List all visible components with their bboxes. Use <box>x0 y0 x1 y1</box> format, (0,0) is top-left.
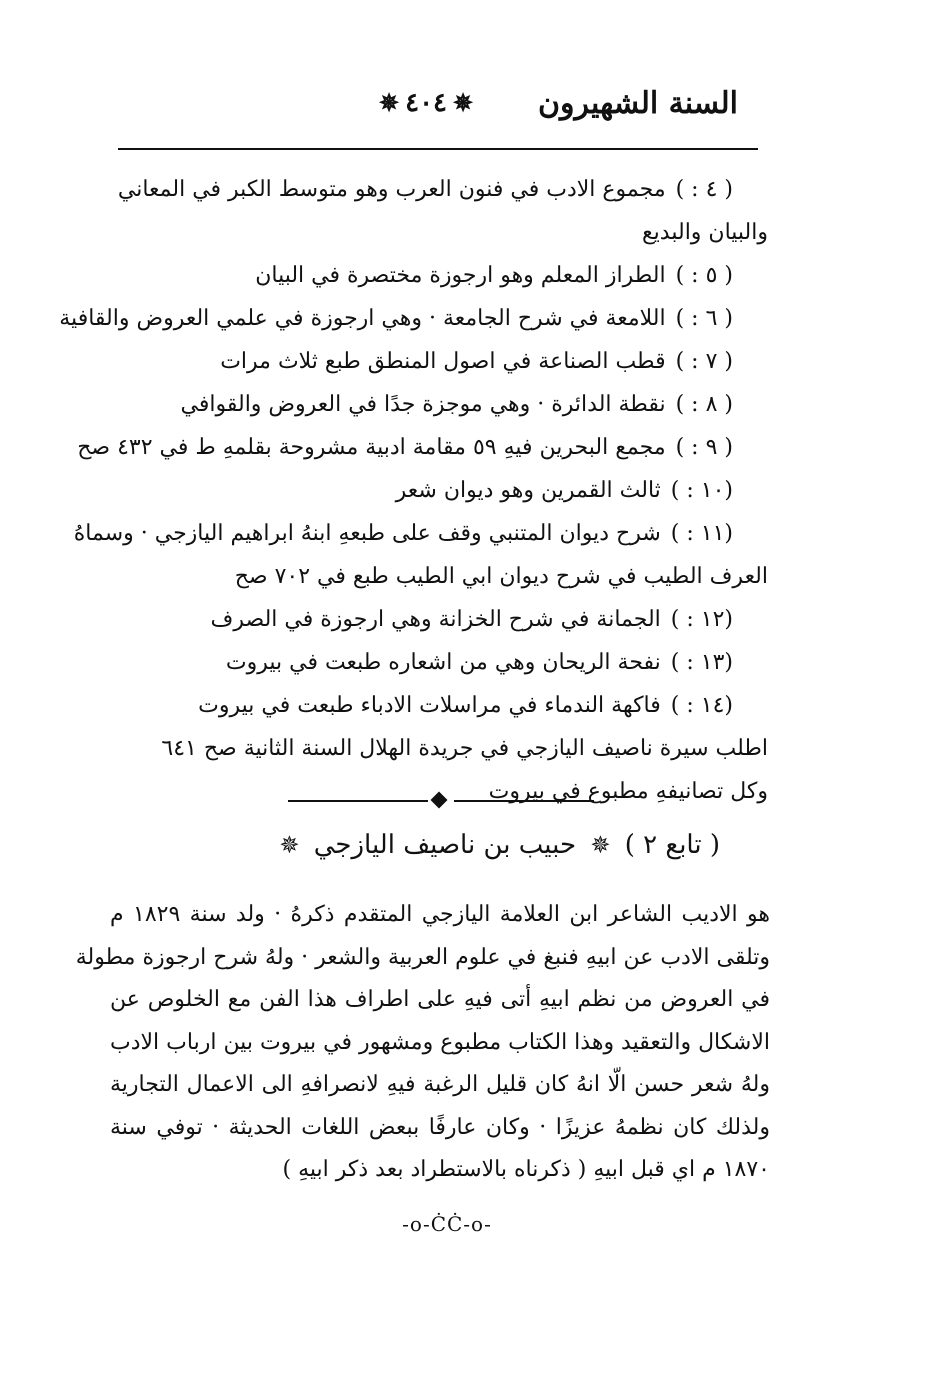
star-ornament-icon: ✵ <box>453 88 474 117</box>
list-item <box>110 383 768 426</box>
item-number: (١١ : ) <box>670 521 733 546</box>
list-item <box>77 426 768 469</box>
running-title: السنة الشهيرون <box>537 86 738 121</box>
list-item <box>110 168 768 211</box>
item-text: الطراز المعلم وهو ارجوزة مختصرة في البيان <box>255 263 666 288</box>
list-item <box>110 684 768 727</box>
paragraph-line: ولهُ شعر حسن الّا انهُ كان قليل الرغبة فيهِ لانصرافهِ الى الاعمال التجارية <box>110 1072 770 1097</box>
list-item <box>73 512 768 555</box>
header-rule <box>118 148 758 150</box>
list-item <box>110 469 768 512</box>
section-heading <box>279 830 720 860</box>
works-list <box>59 168 768 813</box>
item-number: ( ٩ : ) <box>675 435 733 460</box>
item-text: مجموع الادب في فنون العرب وهو متوسط الكبر في المعاني <box>117 177 666 202</box>
item-number: ( ٧ : ) <box>675 349 733 374</box>
list-item <box>110 598 768 641</box>
item-text: نفحة الريحان وهي من اشعاره طبعت في بيروت <box>225 650 661 675</box>
item-text: شرح ديوان المتنبي وقف على طبعهِ ابنهُ ابراهيم اليازجي · وسماهُ <box>73 521 661 546</box>
item-text: ثالث القمرين وهو ديوان شعر <box>395 478 661 503</box>
star-ornament-icon: ✵ <box>279 831 300 859</box>
item-text: نقطة الدائرة · وهي موجزة جدًا في العروض والقوافي <box>180 392 666 417</box>
item-number: (١٣ : ) <box>670 650 733 675</box>
paragraph-line: الاشكال والتعقيد وهذا الكتاب مطبوع ومشهور في بيروت بين ارباب الادب <box>110 1029 770 1055</box>
page-number: ٤٠٤ <box>405 88 448 118</box>
section-label: ( تابع ٢ ) <box>624 830 720 860</box>
running-header <box>118 86 738 132</box>
list-item <box>110 340 768 383</box>
biography-paragraph <box>75 894 770 1192</box>
item-text: اللامعة في شرح الجامعة · وهي ارجوزة في علمي العروض والقافية <box>59 306 666 331</box>
item-text: قطب الصناعة في اصول المنطق طبع ثلاث مرات <box>220 349 666 374</box>
paragraph-line: في العروض من نظم ابيهِ أتى فيهِ على اطراف هذا الفن مع الخلوص عن <box>110 987 770 1012</box>
list-item <box>110 254 768 297</box>
item-text: الجمانة في شرح الخزانة وهي ارجوزة في الصرف <box>210 607 661 632</box>
list-item <box>110 641 768 684</box>
item-number: (١٢ : ) <box>670 607 733 632</box>
item-number: (١٤ : ) <box>670 693 733 718</box>
star-ornament-icon: ✵ <box>590 831 611 859</box>
item-number: ( ٨ : ) <box>675 392 733 417</box>
item-number: (١٠ : ) <box>670 478 733 503</box>
tail-ornament-icon: -o-ĊĊ-o- <box>402 1212 492 1236</box>
paragraph-line: وتلقى الادب عن ابيهِ فنبغ في علوم العربية والشعر · ولهُ شرح ارجوزة مطولة <box>75 944 770 970</box>
star-ornament-icon: ✵ <box>379 88 400 117</box>
see-also-line: وكل تصانيفهِ مطبوع في بيروت <box>488 779 768 804</box>
page-number-block <box>373 88 479 118</box>
item-text: مجمع البحرين فيهِ ٥٩ مقامة ادبية مشروحة بقلمهِ ط في ٤٣٢ صح <box>77 435 666 460</box>
paragraph-line: هو الاديب الشاعر ابن العلامة اليازجي المتقدم ذكرهُ · ولد سنة ١٨٢٩ م <box>110 902 770 927</box>
item-number: ( ٥ : ) <box>675 263 733 288</box>
section-divider <box>288 792 594 810</box>
paragraph-line: ١٨٧٠ م اي قبل ابيهِ ( ذكرناه بالاستطراد بعد ذكر ابيهِ ) <box>282 1157 770 1182</box>
list-item-continuation: والبيان والبديع <box>641 220 768 245</box>
diamond-ornament-icon <box>431 792 448 809</box>
list-item <box>59 297 768 340</box>
divider-line <box>454 800 594 802</box>
paragraph-line: ولذلك كان نظمهُ عزيزًا · وكان عارفًا ببعض اللغات الحديثة · توفي سنة <box>110 1114 770 1140</box>
item-text: فاكهة الندماء في مراسلات الادباء طبعت في بيروت <box>198 693 661 718</box>
list-item-continuation: العرف الطيب في شرح ديوان ابي الطيب طبع في ٧٠٢ صح <box>234 564 768 589</box>
item-number: ( ٦ : ) <box>675 306 733 331</box>
item-number: ( ٤ : ) <box>675 177 733 202</box>
section-title: حبيب بن ناصيف اليازجي <box>313 830 577 860</box>
divider-line <box>288 800 428 802</box>
see-also-line: اطلب سيرة ناصيف اليازجي في جريدة الهلال السنة الثانية صح ٦٤١ <box>161 736 768 761</box>
